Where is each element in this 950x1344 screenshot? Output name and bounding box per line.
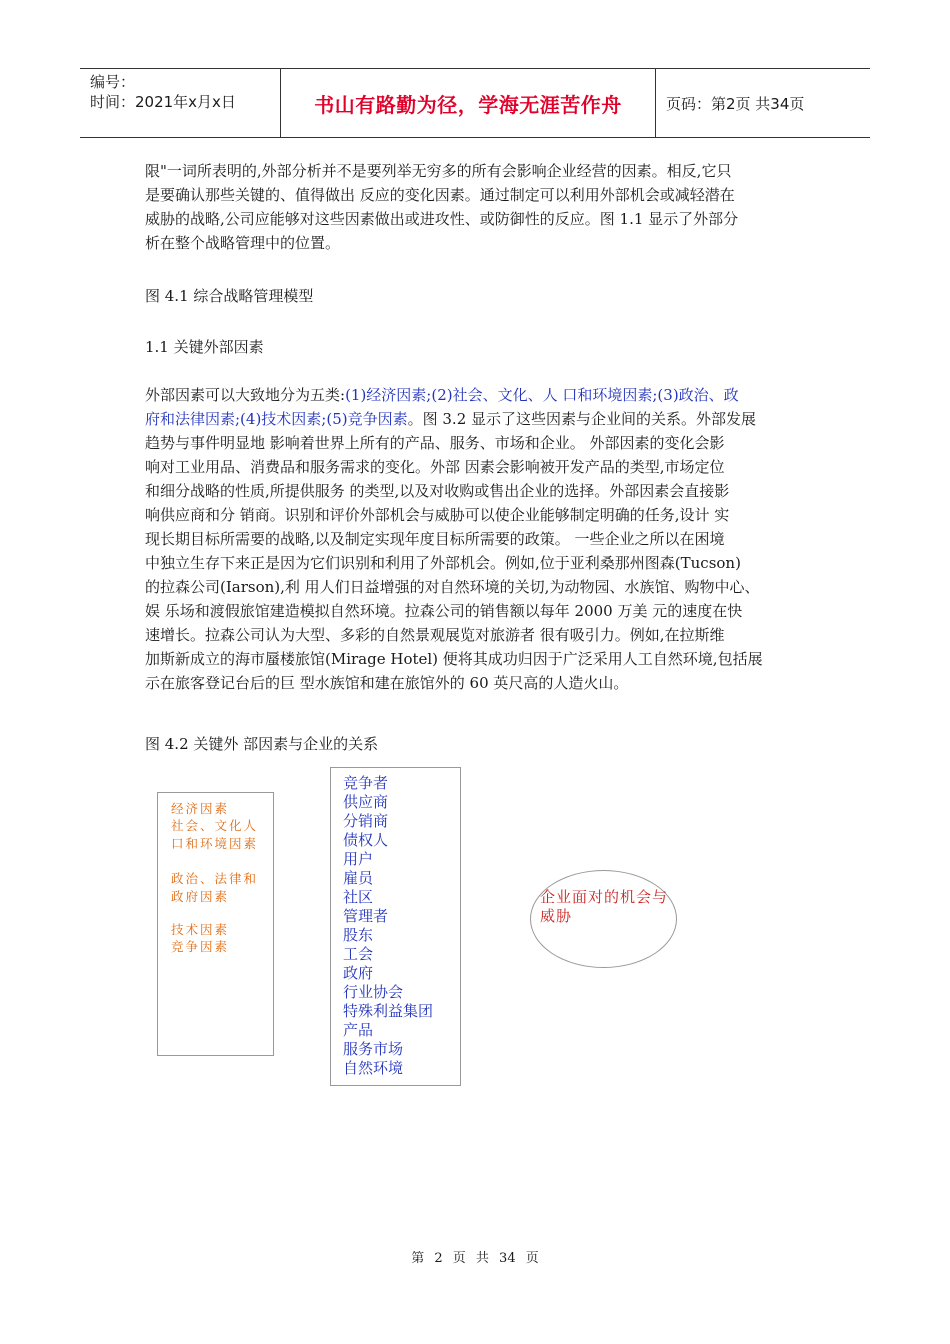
stakeholder-item: 产品 — [343, 1021, 374, 1039]
factors-intro: 外部因素可以大致地分为五类: — [145, 386, 346, 404]
text-line — [145, 407, 815, 431]
page-footer: 第 2 页 共 34 页 — [411, 1251, 539, 1266]
factors-list-part1: (1)经济因素;(2)社会、文化、人 口和环境因素;(3)政治、政 — [345, 386, 739, 404]
text-line: 响供应商和分 销商。识别和评价外部机会与威胁可以使企业能够制定明确的任务,设计 实 — [145, 506, 730, 524]
text-line: 速增长。拉森公司认为大型、多彩的自然景观展览对旅游者 很有吸引力。例如,在拉斯维 — [145, 626, 725, 644]
external-factors-box — [157, 792, 274, 1056]
stakeholder-item: 股东 — [343, 926, 374, 944]
intro-paragraph — [145, 159, 815, 255]
page-header — [80, 68, 870, 138]
factors-list-part2: 府和法律因素;(4)技术因素;(5)竞争因素 — [145, 410, 408, 428]
stakeholder-item: 自然环境 — [343, 1059, 404, 1077]
stakeholders-box — [330, 767, 461, 1086]
factor-item: 竞争因素 — [171, 939, 230, 954]
text-line: 限"一词所表明的,外部分析并不是要列举无穷多的所有会影响企业经营的因素。相反,它只 — [145, 162, 732, 180]
text-line: 是要确认那些关键的、值得做出 反应的变化因素。通过制定可以利用外部机会或减轻潜在 — [145, 186, 735, 204]
header-motto-cell — [280, 69, 656, 137]
text-line: 趋势与事件明显地 影响着世界上所有的产品、服务、市场和企业。 外部因素的变化会影 — [145, 434, 725, 452]
stakeholder-item: 特殊利益集团 — [343, 1002, 434, 1020]
text-line: 示在旅客登记台后的巨 型水族馆和建在旅馆外的 60 英尺高的人造火山。 — [145, 674, 629, 692]
text-line: 威胁的战略,公司应能够对这些因素做出或进攻性、或防御性的反应。图 1.1 显示了外部分 — [145, 210, 739, 228]
text-line — [145, 383, 815, 407]
header-motto: 书山有路勤为径，学海无涯苦作舟 — [314, 92, 622, 117]
factors-followup: 。图 3.2 显示了这些因素与企业间的关系。外部发展 — [407, 410, 757, 428]
section-heading: 1.1 关键外部因素 — [145, 338, 264, 356]
header-page-info: 页码：第2页 共34页 — [666, 94, 805, 113]
factor-item: 社会、文化人口和环境因素 — [171, 818, 259, 851]
body-paragraph — [145, 383, 815, 695]
stakeholder-item: 管理者 — [343, 907, 389, 925]
stakeholder-item: 工会 — [343, 945, 374, 963]
text-line: 加斯新成立的海市蜃楼旅馆(Mirage Hotel) 便将其成功归因于广泛采用人工自然环境,包括展 — [145, 650, 763, 668]
text-line: 响对工业用品、消费品和服务需求的变化。外部 因素会影响被开发产品的类型,市场定位 — [145, 458, 725, 476]
document-date-label: 时间：2021年x月x日 — [90, 93, 236, 111]
factor-item: 经济因素 — [171, 801, 230, 816]
stakeholder-item: 债权人 — [343, 831, 389, 849]
text-line: 现长期目标所需要的战略,以及制定实现年度目标所需要的政策。 一些企业之所以在困境 — [145, 530, 725, 548]
stakeholder-item: 行业协会 — [343, 983, 404, 1001]
stakeholder-item: 社区 — [343, 888, 374, 906]
text-line: 和细分战略的性质,所提供服务 的类型,以及对收购或售出企业的选择。外部因素会直接影 — [145, 482, 730, 500]
text-line: 的拉森公司(Iarson),利 用人们日益增强的对自然环境的关切,为动物园、水族馆、购物中心、 — [145, 578, 760, 596]
figure-4-2-caption: 图 4.2 关键外 部因素与企业的关系 — [145, 735, 379, 753]
factor-item: 政治、法律和政府因素 — [171, 871, 259, 904]
stakeholder-item: 雇员 — [343, 869, 374, 887]
document-number-label: 编号： — [90, 73, 136, 91]
text-line: 娱 乐场和渡假旅馆建造模拟自然环境。拉森公司的销售额以每年 2000 万美 元的速度在快 — [145, 602, 743, 620]
stakeholder-item: 服务市场 — [343, 1040, 404, 1058]
stakeholder-item: 供应商 — [343, 793, 389, 811]
factor-item: 技术因素 — [171, 922, 230, 937]
stakeholder-item: 竞争者 — [343, 774, 389, 792]
stakeholder-item: 政府 — [343, 964, 374, 982]
header-meta — [80, 69, 280, 137]
figure-4-1-caption: 图 4.1 综合战略管理模型 — [145, 287, 314, 305]
opportunities-threats-label: 企业面对的机会与威胁 — [540, 888, 669, 925]
stakeholder-item: 分销商 — [343, 812, 389, 830]
text-line: 析在整个战略管理中的位置。 — [145, 234, 341, 252]
text-line: 中独立生存下来正是因为它们识别和利用了外部机会。例如,位于亚利桑那州图森(Tucson) — [145, 554, 741, 572]
stakeholder-item: 用户 — [343, 850, 374, 868]
